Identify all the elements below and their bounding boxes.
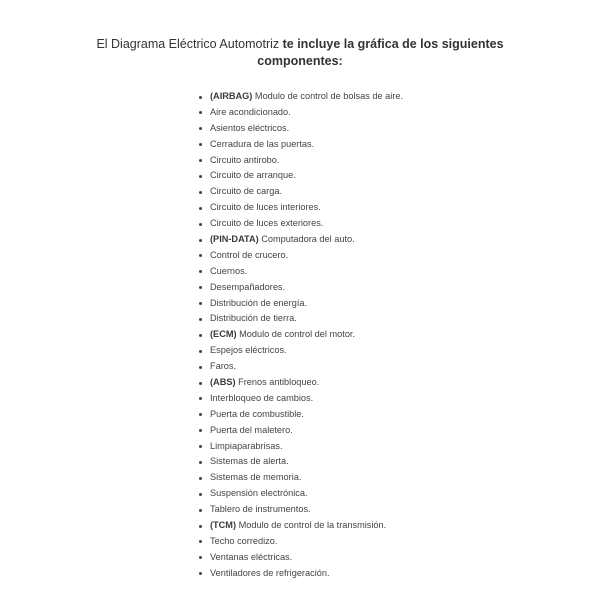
list-item-text: Sistemas de memoria.	[210, 472, 302, 483]
bullet-icon	[199, 143, 202, 146]
list-item	[197, 216, 403, 232]
list-item	[197, 359, 403, 375]
list-item-text: Suspensión electrónica.	[210, 488, 308, 499]
bullet-icon	[199, 159, 202, 162]
list-item	[197, 423, 403, 439]
bullet-icon	[199, 302, 202, 305]
list-item-text: Limpiaparabrisas.	[210, 440, 283, 451]
list-item	[197, 566, 403, 582]
list-item-text: Techo corredizo.	[210, 535, 278, 546]
list-item-text: Desempañadores.	[210, 281, 286, 292]
list-item-text: Modulo de control de bolsas de aire.	[252, 91, 404, 101]
list-item-text: Faros.	[210, 361, 237, 372]
list-item	[197, 248, 403, 264]
list-item	[197, 486, 403, 502]
list-item	[197, 343, 403, 359]
list-item	[197, 280, 403, 296]
list-item	[197, 550, 403, 566]
bullet-icon	[199, 96, 202, 99]
bullet-icon	[199, 525, 202, 528]
list-item	[197, 391, 403, 407]
heading	[0, 36, 600, 70]
list-item-text: Puerta del maletero.	[210, 424, 293, 435]
list-item-text: Espejos eléctricos.	[210, 345, 287, 356]
list-item-text: Asientos eléctricos.	[210, 122, 290, 133]
list-item	[197, 518, 403, 534]
list-item	[197, 153, 403, 169]
bullet-icon	[199, 350, 202, 353]
list-item-text: Cerradura de las puertas.	[210, 138, 315, 149]
list-item-text: Circuito de arranque.	[210, 170, 296, 181]
list-item-text: Circuito de luces exteriores.	[210, 218, 324, 229]
list-item-code: (ABS)	[210, 377, 236, 388]
heading-bold-text-line2: componentes:	[257, 54, 343, 68]
list-item-code: (AIRBAG)	[210, 91, 253, 101]
list-item	[197, 454, 403, 470]
list-item	[197, 311, 403, 327]
heading-bold-text-line1: te incluye la gráfica de los siguientes	[282, 37, 504, 51]
bullet-icon	[199, 223, 202, 226]
list-item	[197, 232, 403, 248]
list-item	[197, 137, 403, 153]
heading-normal-text: El Diagrama Eléctrico Automotriz	[96, 37, 283, 51]
bullet-icon	[199, 509, 202, 512]
list-item-text: Frenos antibloqueo.	[235, 377, 320, 388]
list-item	[197, 534, 403, 550]
list-item-code: (ECM)	[210, 329, 237, 340]
bullet-icon	[199, 445, 202, 448]
list-item-text: Distribución de energía.	[210, 297, 308, 308]
list-item-text: Circuito de carga.	[210, 186, 283, 197]
list-item	[197, 439, 403, 455]
list-item-text: Cuernos.	[210, 265, 248, 276]
list-item	[197, 375, 403, 391]
bullet-icon	[199, 397, 202, 400]
bullet-icon	[199, 191, 202, 194]
list-item-text: Control de crucero.	[210, 249, 289, 260]
list-item-text: Puerta de combustible.	[210, 408, 304, 419]
list-item-text: Interbloqueo de cambios.	[210, 392, 314, 403]
list-item-text: Circuito de luces interiores.	[210, 202, 321, 213]
list-item-text: Ventiladores de refrigeración.	[210, 567, 330, 578]
list-item	[197, 502, 403, 518]
bullet-icon	[199, 572, 202, 575]
bullet-icon	[199, 270, 202, 273]
list-item-text: Computadora del auto.	[258, 234, 355, 245]
list-item-text: Distribución de tierra.	[210, 313, 297, 324]
bullet-icon	[199, 461, 202, 464]
bullet-icon	[199, 127, 202, 130]
list-item-text: Sistemas de alerta.	[210, 456, 289, 467]
bullet-icon	[199, 286, 202, 289]
bullet-icon	[199, 556, 202, 559]
list-item	[197, 168, 403, 184]
list-item	[197, 184, 403, 200]
list-item-text: Modulo de control del motor.	[236, 329, 356, 340]
bullet-icon	[199, 540, 202, 543]
list-item-text: Modulo de control de la transmisión.	[236, 520, 387, 531]
list-item-text: Aire acondicionado.	[210, 106, 291, 117]
bullet-icon	[199, 239, 202, 242]
list-item	[197, 296, 403, 312]
list-item	[197, 327, 403, 343]
bullet-icon	[199, 254, 202, 257]
bullet-icon	[199, 207, 202, 210]
bullet-icon	[199, 413, 202, 416]
bullet-icon	[199, 334, 202, 337]
bullet-icon	[199, 382, 202, 385]
list-item	[197, 407, 403, 423]
list-item	[197, 89, 403, 105]
list-item-text: Tablero de instrumentos.	[210, 504, 311, 515]
bullet-icon	[199, 429, 202, 432]
bullet-icon	[199, 477, 202, 480]
bullet-icon	[199, 111, 202, 114]
bullet-icon	[199, 175, 202, 178]
list-item	[197, 470, 403, 486]
list-item-code: (TCM)	[210, 520, 237, 531]
list-item	[197, 200, 403, 216]
list-item	[197, 121, 403, 137]
bullet-icon	[199, 493, 202, 496]
list-item	[197, 105, 403, 121]
bullet-icon	[199, 318, 202, 321]
list-item-code: (PIN-DATA)	[210, 234, 259, 245]
bullet-icon	[199, 366, 202, 369]
list-item-text: Ventanas eléctricas.	[210, 551, 293, 562]
component-list	[197, 89, 403, 582]
list-item	[197, 264, 403, 280]
list-item-text: Circuito antirobo.	[210, 154, 280, 165]
